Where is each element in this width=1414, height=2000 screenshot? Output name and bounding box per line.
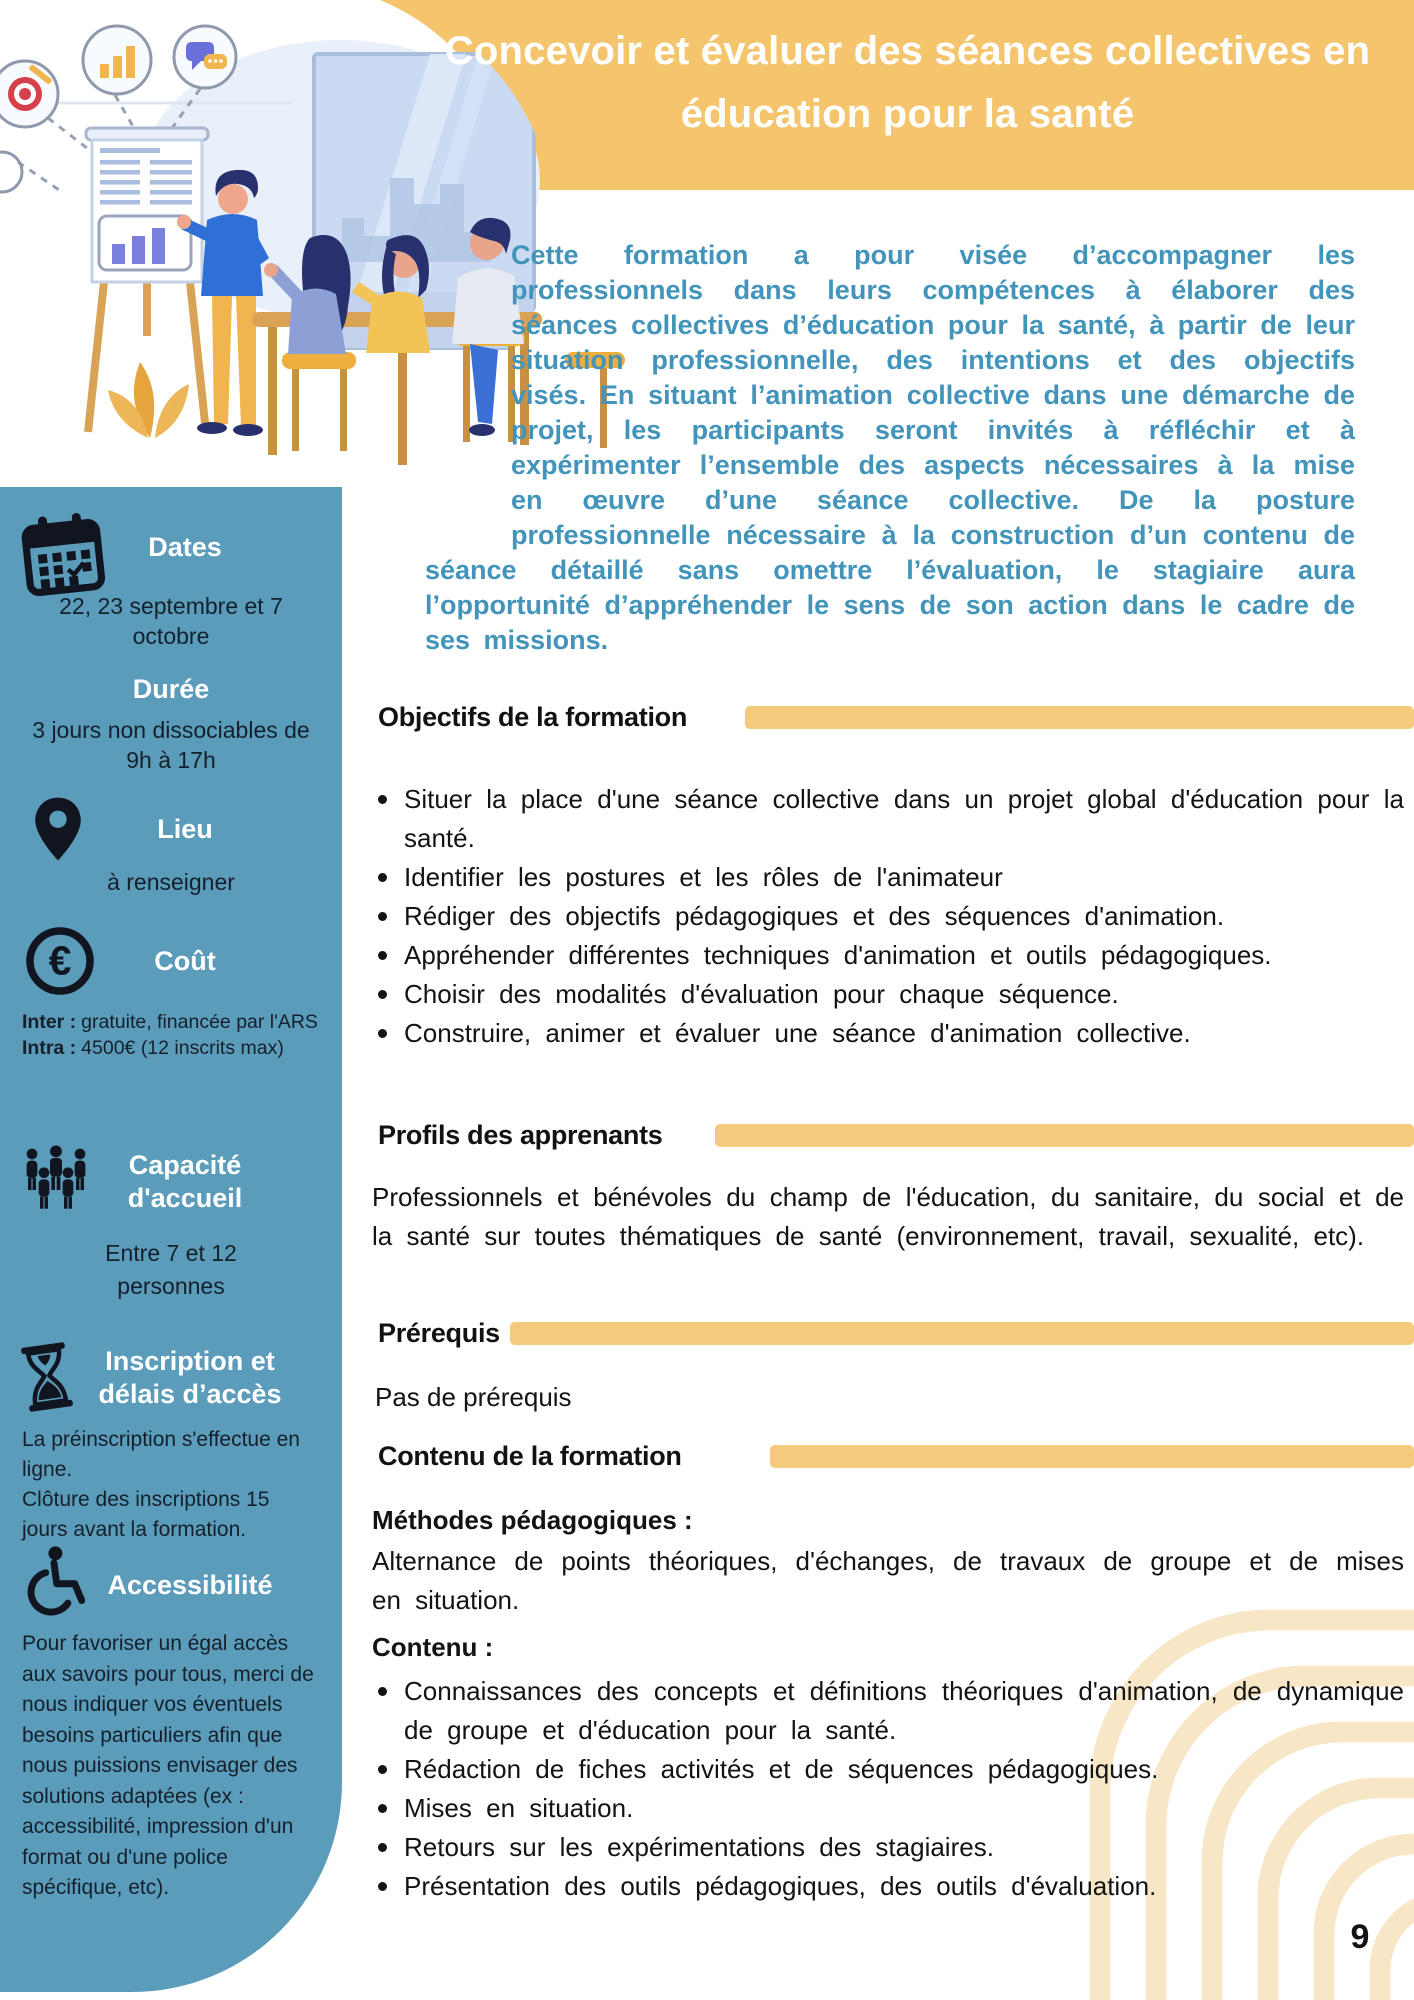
page-number: 9 (1350, 1918, 1370, 1956)
sidebar-cost-label: Coût (154, 946, 216, 976)
sidebar-location-value: à renseigner (107, 869, 235, 895)
sidebar-dates-label: Dates (148, 532, 222, 562)
section-title-profiles: Profils des apprenants (378, 1120, 663, 1150)
list-item: Situer la place d'une séance collective dans un projet global d'éducation pour la santé. (372, 780, 1404, 858)
list-item: Rédaction de fiches activités et de séquences pédagogiques. (372, 1750, 1404, 1789)
sidebar-duration-label: Durée (132, 674, 210, 704)
sidebar-accessibility-text: Pour favoriser un égal accès aux savoirs pour tous, merci de nous indiquer vos éventuels besoins particuliers afin que nous puissions envisager des solutions adaptées (ex : accessibilité, impression d'un format ou d'une police spécifique, etc). (22, 1632, 314, 1899)
cost-intra-value: 4500€ (12 inscrits max) (81, 1037, 284, 1059)
methods-text: Alternance de points théoriques, d'échanges, de travaux de groupe et de mises en situation. (372, 1546, 1404, 1615)
circle-wrap-spacer (425, 238, 511, 520)
section-title-objectives: Objectifs de la formation (378, 702, 688, 732)
cost-inter-label: Inter : (22, 1011, 77, 1033)
cost-inter-value: gratuite, financée par l'ARS (81, 1011, 318, 1033)
sidebar-capacity-value: Entre 7 et 12 personnes (105, 1240, 237, 1299)
list-item: Connaissances des concepts et définitions théoriques d'animation, de dynamique de groupe et d'éducation pour la santé. (372, 1672, 1404, 1750)
list-item: Présentation des outils pédagogiques, des outils d'évaluation. (372, 1867, 1404, 1906)
section-underline-prerequisites (510, 1322, 1414, 1345)
section-title-content: Contenu de la formation (378, 1441, 682, 1471)
section-title-prerequisites: Prérequis (378, 1318, 500, 1348)
list-item: Construire, animer et évaluer une séance d'animation collective. (372, 1014, 1404, 1053)
plant (108, 362, 189, 438)
content-list (372, 1672, 1404, 1906)
section-underline-objectives (745, 706, 1414, 729)
sidebar-registration-label: Inscription et délais d’accès (98, 1346, 282, 1409)
intro-paragraph: Cette formation a pour visée d’accompagner les professionnels dans leurs compétences à élaborer des séances collectives d’éducation pour la santé, à partir de leur situation professionnelle, des intentions et des objectifs visés. En situant l’animation collective dans une démarche de projet, les participants seront invités à réfléchir et à expérimenter l’ensemble des aspects nécessaires à la mise en œuvre d’une séance collective. De la posture professionnelle nécessaire à la construction d’un contenu de séance détaillé sans omettre l’évaluation, le stagiaire aura l’opportunité d’appréhender le sens de son action dans le cadre de ses missions. (425, 240, 1355, 655)
sidebar-duration-value: 3 jours non dissociables de 9h à 17h (32, 717, 310, 773)
sidebar-dates-value: 22, 23 septembre et 7 octobre (59, 593, 283, 649)
sidebar-registration-text: La préinscription s'effectue en ligne. Clôture des inscriptions 15 jours avant la formation. (22, 1428, 300, 1541)
content-label: Contenu : (372, 1632, 494, 1662)
methods-label: Méthodes pédagogiques : (372, 1505, 693, 1535)
section-underline-profiles (715, 1124, 1414, 1147)
list-item: Mises en situation. (372, 1789, 1404, 1828)
profiles-text: Professionnels et bénévoles du champ de l'éducation, du sanitaire, du social et de la santé sur toutes thématiques de santé (environnement, travail, sexualité, etc). (372, 1182, 1404, 1251)
sidebar (0, 487, 342, 1992)
list-item: Rédiger des objectifs pédagogiques et des séquences d'animation. (372, 897, 1404, 936)
list-item: Appréhender différentes techniques d'animation et outils pédagogiques. (372, 936, 1404, 975)
svg-text:€: € (48, 937, 72, 984)
sidebar-location-label: Lieu (157, 814, 213, 844)
euro-icon (24, 925, 96, 997)
section-underline-content (770, 1445, 1414, 1468)
page-title: Concevoir et évaluer des séances collectives en éducation pour la santé (444, 29, 1371, 136)
people-icon (16, 1145, 96, 1211)
list-item: Retours sur les expérimentations des stagiaires. (372, 1828, 1404, 1867)
sidebar-accessibility-label: Accessibilité (107, 1570, 273, 1600)
location-pin-icon (32, 795, 84, 863)
objectives-list (372, 780, 1404, 1053)
sidebar-cost-text (22, 1009, 326, 1061)
prerequisites-text: Pas de prérequis (375, 1382, 572, 1412)
list-item: Identifier les postures et les rôles de l'animateur (372, 858, 1404, 897)
sidebar-capacity-label: Capacité d'accueil (127, 1150, 243, 1213)
list-item: Choisir des modalités d'évaluation pour chaque séquence. (372, 975, 1404, 1014)
cost-intra-label: Intra : (22, 1037, 77, 1059)
